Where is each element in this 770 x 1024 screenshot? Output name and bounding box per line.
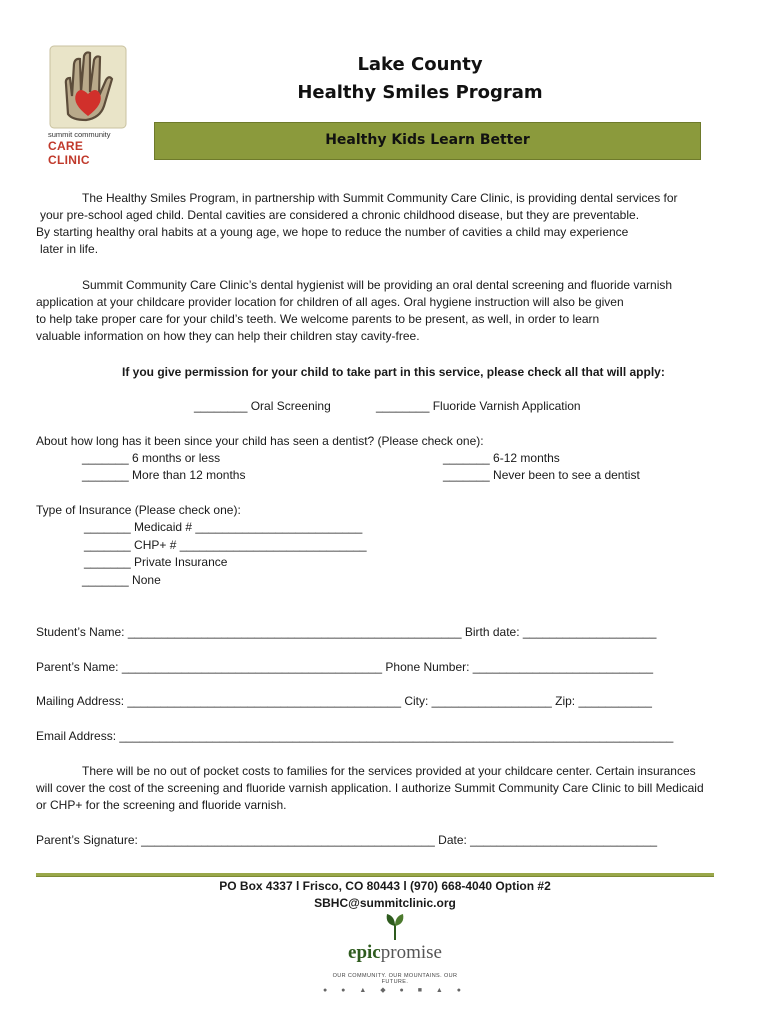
closing-line: There will be no out of pocket costs to families for the services provided at your childcare center. Certain insurances <box>82 764 696 778</box>
closing-line: will cover the cost of the screening and fluoride varnish application. I authorize Summit Community Care Clinic to bill Medicaid <box>36 781 704 795</box>
epic-promise-logo <box>320 912 470 1002</box>
fluoride-varnish-option[interactable]: ________ Fluoride Varnish Application <box>376 399 581 413</box>
leaf-icon <box>383 912 407 942</box>
dentist-option-6-12[interactable]: _______ 6-12 months <box>443 451 560 465</box>
page-title-line1: Lake County <box>357 54 483 75</box>
parent-name-field[interactable]: Parent’s Name: _______________________________________ Phone Number: ___________________________ <box>36 660 654 674</box>
oral-screening-option[interactable]: ________ Oral Screening <box>194 399 331 413</box>
insurance-option-chp[interactable]: _______ CHP+ # ____________________________ <box>84 538 367 552</box>
intro-p2-line: Summit Community Care Clinic’s dental hygienist will be providing an oral dental screening and fluoride varnish <box>82 278 673 292</box>
student-name-field[interactable]: Student’s Name: __________________________________________________ Birth date: ____________________ <box>36 625 657 639</box>
dentist-question: About how long has it been since your child has seen a dentist? (Please check one): <box>36 434 484 448</box>
insurance-option-medicaid[interactable]: _______ Medicaid # _________________________ <box>84 520 363 534</box>
insurance-option-none[interactable]: _______ None <box>82 573 161 587</box>
insurance-option-private[interactable]: _______ Private Insurance <box>84 555 228 569</box>
page-title-line2: Healthy Smiles Program <box>297 82 543 103</box>
hand-heart-icon <box>46 44 130 130</box>
intro-p2-line: application at your childcare provider location for children of all ages. Oral hygiene instruction will also be given <box>36 295 624 309</box>
banner <box>154 122 701 160</box>
dentist-option-more-12[interactable]: _______ More than 12 months <box>82 468 246 482</box>
banner-text: Healthy Kids Learn Better <box>325 132 530 148</box>
epic-icons-row: ● ● ▲ ◆ ● ■ ▲ ● <box>323 987 467 994</box>
footer-address: PO Box 4337 l Frisco, CO 80443 l (970) 668-4040 Option #2 <box>219 879 551 893</box>
dentist-option-never[interactable]: _______ Never been to see a dentist <box>443 468 640 482</box>
insurance-question: Type of Insurance (Please check one): <box>36 503 241 517</box>
email-field[interactable]: Email Address: ___________________________________________________________________________________ <box>36 729 674 743</box>
footer-email[interactable]: SBHC@summitclinic.org <box>314 896 456 910</box>
mailing-address-field[interactable]: Mailing Address: _________________________________________ City: __________________ Zip: ___________ <box>36 694 652 708</box>
intro-p1-line: The Healthy Smiles Program, in partnership with Summit Community Care Clinic, is providing dental services for <box>82 191 678 205</box>
intro-p2-line: valuable information on how they can help their children stay cavity-free. <box>36 329 420 343</box>
permission-heading: If you give permission for your child to take part in this service, please check all that will apply: <box>122 365 665 379</box>
epic-brand-b: promise <box>380 942 442 963</box>
clinic-logo <box>46 44 130 166</box>
epic-tagline: OUR COMMUNITY. OUR MOUNTAINS. OUR FUTURE. <box>332 973 458 985</box>
logo-small-text: summit community <box>48 130 111 139</box>
dentist-option-6-or-less[interactable]: _______ 6 months or less <box>82 451 221 465</box>
epic-brand <box>320 942 470 964</box>
closing-line: or CHP+ for the screening and fluoride varnish. <box>36 798 287 812</box>
signature-field[interactable]: Parent’s Signature: ____________________________________________ Date: ____________________________ <box>36 833 658 847</box>
footer-divider <box>36 873 714 877</box>
intro-p2-line: to help take proper care for your child’s teeth. We welcome parents to be present, as well, in order to learn <box>36 312 600 326</box>
logo-big-text: CARE CLINIC <box>48 139 90 167</box>
intro-p1-line: your pre-school aged child. Dental cavities are considered a chronic childhood disease, but they are preventable. <box>40 208 640 222</box>
epic-brand-a: epic <box>348 942 381 963</box>
intro-p1-line: later in life. <box>40 242 99 256</box>
intro-p1-line: By starting healthy oral habits at a young age, we hope to reduce the number of cavities a child may experience <box>36 225 629 239</box>
